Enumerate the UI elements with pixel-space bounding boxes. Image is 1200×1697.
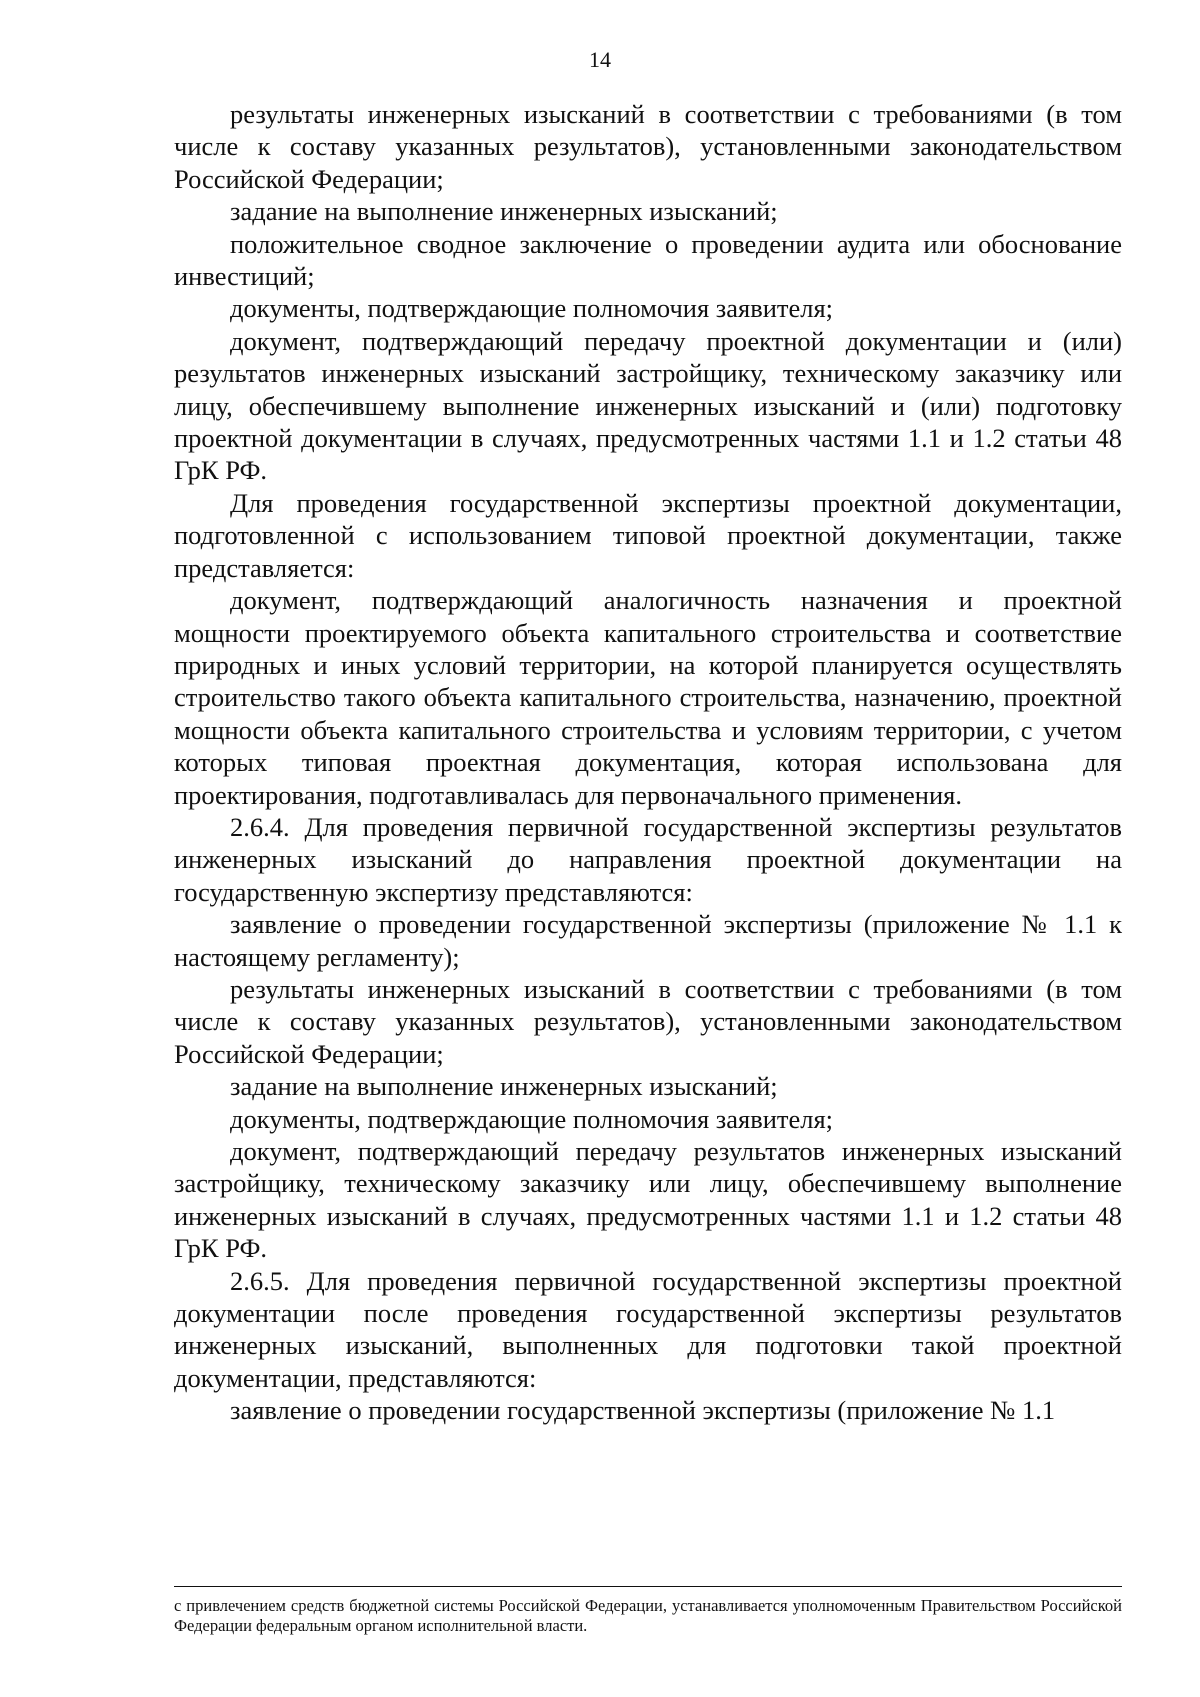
page-number: 14 bbox=[589, 47, 611, 72]
paragraph-survey-results-2: результаты инженерных изысканий в соответствии с требованиями (в том числе к составу указанных результатов), установленными законодательством Российской Федерации; bbox=[174, 973, 1122, 1069]
footnote-separator bbox=[174, 1586, 1122, 1587]
paragraph-authority-docs-1: документы, подтверждающие полномочия заявителя; bbox=[230, 293, 834, 324]
paragraph-typical-design-intro: Для проведения государственной экспертизы проектной документации, подготовленной с использованием типовой проектной документации, также представляется: bbox=[174, 487, 1122, 583]
paragraph-transfer-doc-2: документ, подтверждающий передачу результатов инженерных изысканий застройщику, техническому заказчику или лицу, обеспечившему выполнение инженерных изысканий в случаях, предусмотренных частями 1.1 и 1.2 статьи 48 ГрК РФ. bbox=[174, 1136, 1122, 1264]
paragraph-survey-task-2: задание на выполнение инженерных изысканий; bbox=[230, 1071, 778, 1102]
document-body bbox=[174, 98, 1122, 1427]
paragraph-survey-task-1: задание на выполнение инженерных изысканий; bbox=[230, 196, 778, 227]
paragraph-analogy-doc: документ, подтверждающий аналогичность назначения и проектной мощности проектируемого объекта капитального строительства и соответствие природных и иных условий территории, на которой планируется осуществлять строительство такого объекта капитального строительства, назначению, проектной мощности объекта капитального строительства и условиям территории, с учетом которых типовая проектная документация, которая использована для проектирования, подготавливалась для первоначального применения. bbox=[174, 585, 1122, 810]
footnote-text: с привлечением средств бюджетной системы Российской Федерации, устанавливается уполномоченным Правительством Российской Федерации федеральным органом исполнительной власти. bbox=[174, 1596, 1122, 1635]
paragraph-authority-docs-2: документы, подтверждающие полномочия заявителя; bbox=[230, 1103, 834, 1134]
paragraph-application-2: заявление о проведении государственной экспертизы (приложение № 1.1 bbox=[230, 1395, 1056, 1426]
paragraph-transfer-doc-1: документ, подтверждающий передачу проектной документации и (или) результатов инженерных изысканий застройщику, техническому заказчику или лицу, обеспечившему выполнение инженерных изысканий и (или) подготовку проектной документации в случаях, предусмотренных частями 1.1 и 1.2 статьи 48 ГрК РФ. bbox=[174, 325, 1122, 486]
paragraph-survey-results-1: результаты инженерных изысканий в соответствии с требованиями (в том числе к составу указанных результатов), установленными законодательством Российской Федерации; bbox=[174, 99, 1122, 194]
paragraph-audit-conclusion: положительное сводное заключение о проведении аудита или обоснование инвестиций; bbox=[174, 228, 1122, 292]
paragraph-application-1: заявление о проведении государственной экспертизы (приложение № 1.1 к настоящему регламенту); bbox=[174, 909, 1122, 972]
paragraph-section-2-6-4: 2.6.4. Для проведения первичной государственной экспертизы результатов инженерных изысканий до направления проектной документации на государственную экспертизу представляются: bbox=[174, 811, 1122, 907]
paragraph-section-2-6-5: 2.6.5. Для проведения первичной государственной экспертизы проектной документации после проведения государственной экспертизы результатов инженерных изысканий, выполненных для подготовки такой проектной документации, представляются: bbox=[174, 1265, 1122, 1393]
